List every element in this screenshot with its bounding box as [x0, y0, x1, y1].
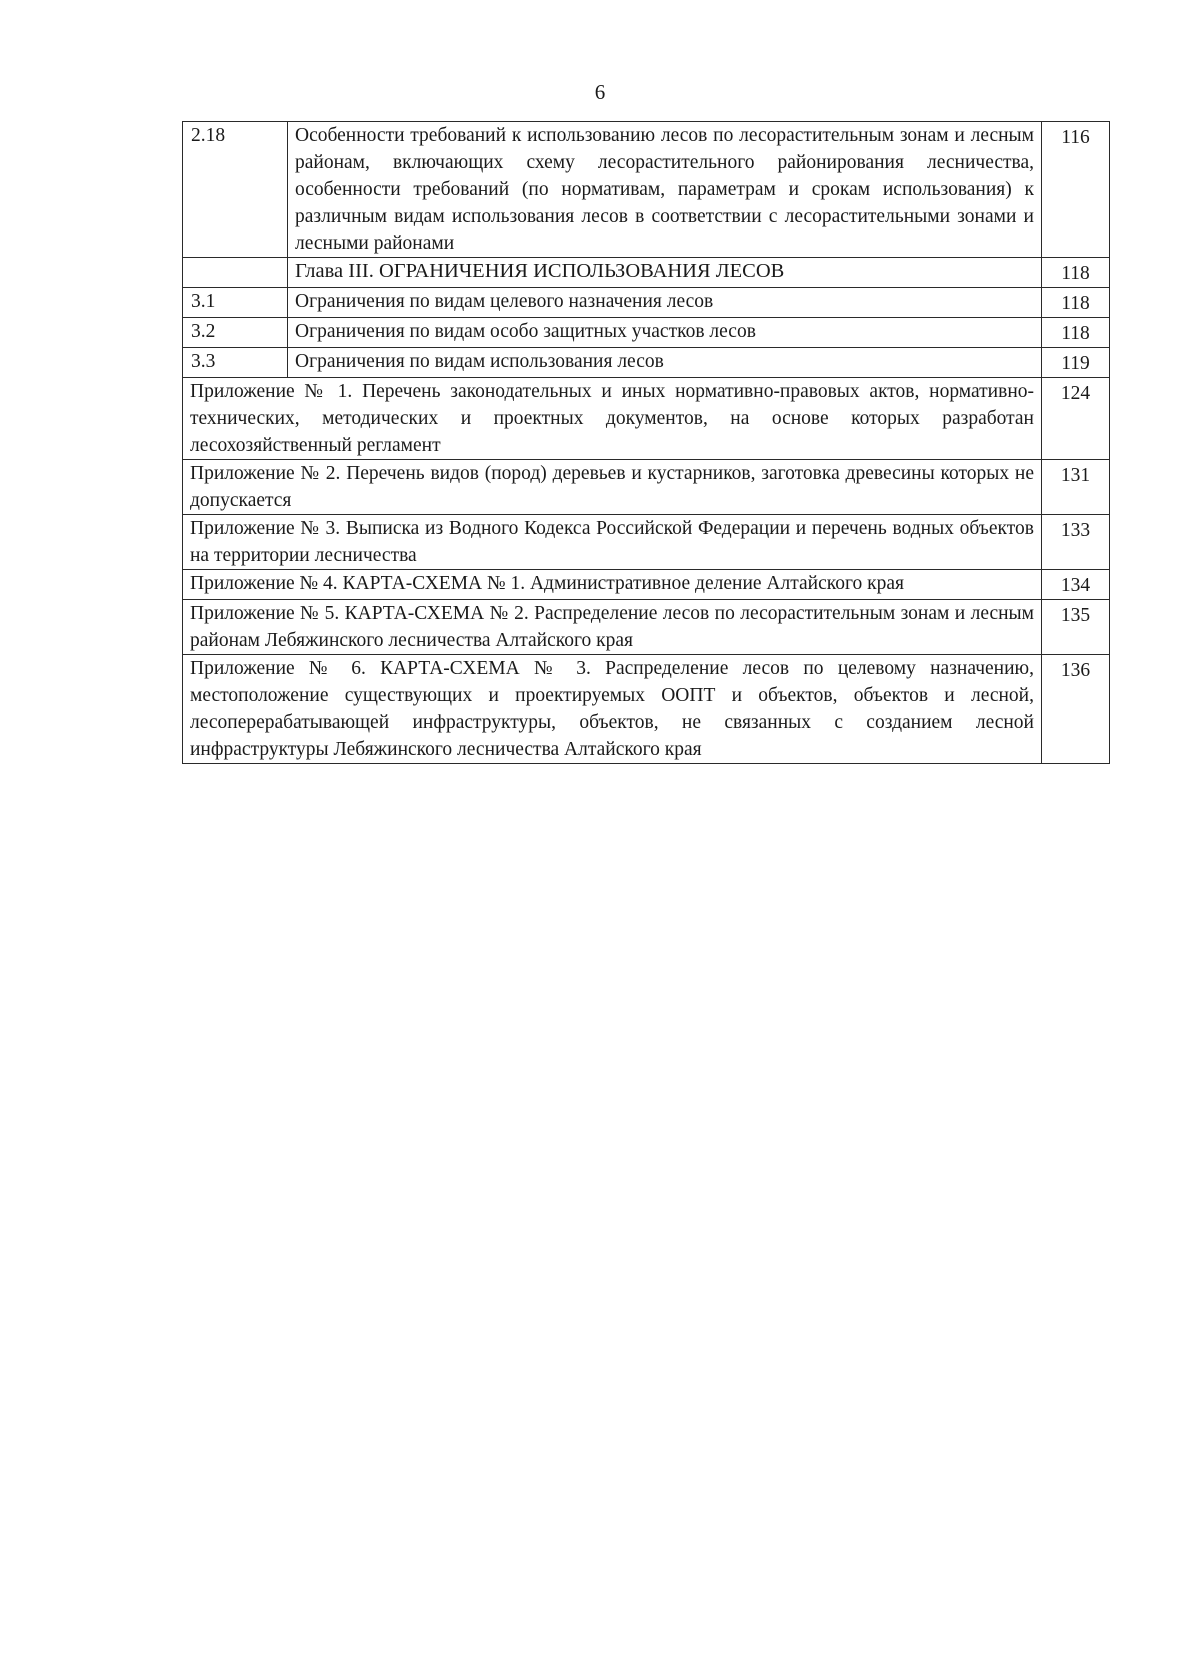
toc-annex-row	[183, 378, 1110, 460]
annex-title: Приложение № 5. КАРТА-СХЕМА № 2. Распределение лесов по лесорастительным зонам и лесным районам Лебяжинского лесничества Алтайского края	[183, 600, 1042, 655]
page-ref: 118	[1042, 258, 1110, 288]
page-ref: 133	[1042, 515, 1110, 570]
toc-annex-row	[183, 655, 1110, 764]
page-ref: 135	[1042, 600, 1110, 655]
page-ref: 116	[1042, 122, 1110, 258]
annex-title: Приложение № 1. Перечень законодательных и иных нормативно-правовых актов, нормативно-технических, методических и проектных документов, на основе которых разработан лесохозяйственный регламент	[183, 378, 1042, 460]
page-ref: 119	[1042, 348, 1110, 378]
toc-annex-row	[183, 515, 1110, 570]
section-number: 3.2	[183, 318, 288, 348]
toc-annex-row	[183, 600, 1110, 655]
section-number	[183, 258, 288, 288]
annex-title: Приложение № 2. Перечень видов (пород) деревьев и кустарников, заготовка древесины которых не допускается	[183, 460, 1042, 515]
page-ref: 131	[1042, 460, 1110, 515]
annex-title: Приложение № 3. Выписка из Водного Кодекса Российской Федерации и перечень водных объектов на территории лесничества	[183, 515, 1042, 570]
page-ref: 136	[1042, 655, 1110, 764]
page-ref: 118	[1042, 288, 1110, 318]
section-title: Особенности требований к использованию лесов по лесорастительным зонам и лесным районам, включающих схему лесорастительного районирования лесничества, особенности требований (по нормативам, параметрам и срокам использования) к различным видам использования лесов в соответствии с лесорастительными зонами и лесными районами	[288, 122, 1042, 258]
toc-row	[183, 288, 1110, 318]
section-title: Ограничения по видам целевого назначения лесов	[288, 288, 1042, 318]
section-number: 3.1	[183, 288, 288, 318]
annex-title: Приложение № 6. КАРТА-СХЕМА № 3. Распределение лесов по целевому назначению, местоположение существующих и проектируемых ООПТ и объектов, объектов и лесной, лесоперерабатывающей инфраструктуры, объектов, не связанных с созданием лесной инфраструктуры Лебяжинского лесничества Алтайского края	[183, 655, 1042, 764]
toc-row	[183, 122, 1110, 258]
chapter-title: Глава III. ОГРАНИЧЕНИЯ ИСПОЛЬЗОВАНИЯ ЛЕСОВ	[288, 258, 1042, 288]
toc-row	[183, 348, 1110, 378]
annex-title: Приложение № 4. КАРТА-СХЕМА № 1. Административное деление Алтайского края	[183, 570, 1042, 600]
section-title: Ограничения по видам особо защитных участков лесов	[288, 318, 1042, 348]
table-of-contents	[182, 121, 1110, 764]
page-ref: 118	[1042, 318, 1110, 348]
toc-row-chapter	[183, 258, 1110, 288]
section-title: Ограничения по видам использования лесов	[288, 348, 1042, 378]
toc-annex-row	[183, 570, 1110, 600]
section-number: 2.18	[183, 122, 288, 258]
section-number: 3.3	[183, 348, 288, 378]
toc-row	[183, 318, 1110, 348]
page-ref: 134	[1042, 570, 1110, 600]
page-ref: 124	[1042, 378, 1110, 460]
page-number: 6	[594, 80, 606, 104]
toc-annex-row	[183, 460, 1110, 515]
